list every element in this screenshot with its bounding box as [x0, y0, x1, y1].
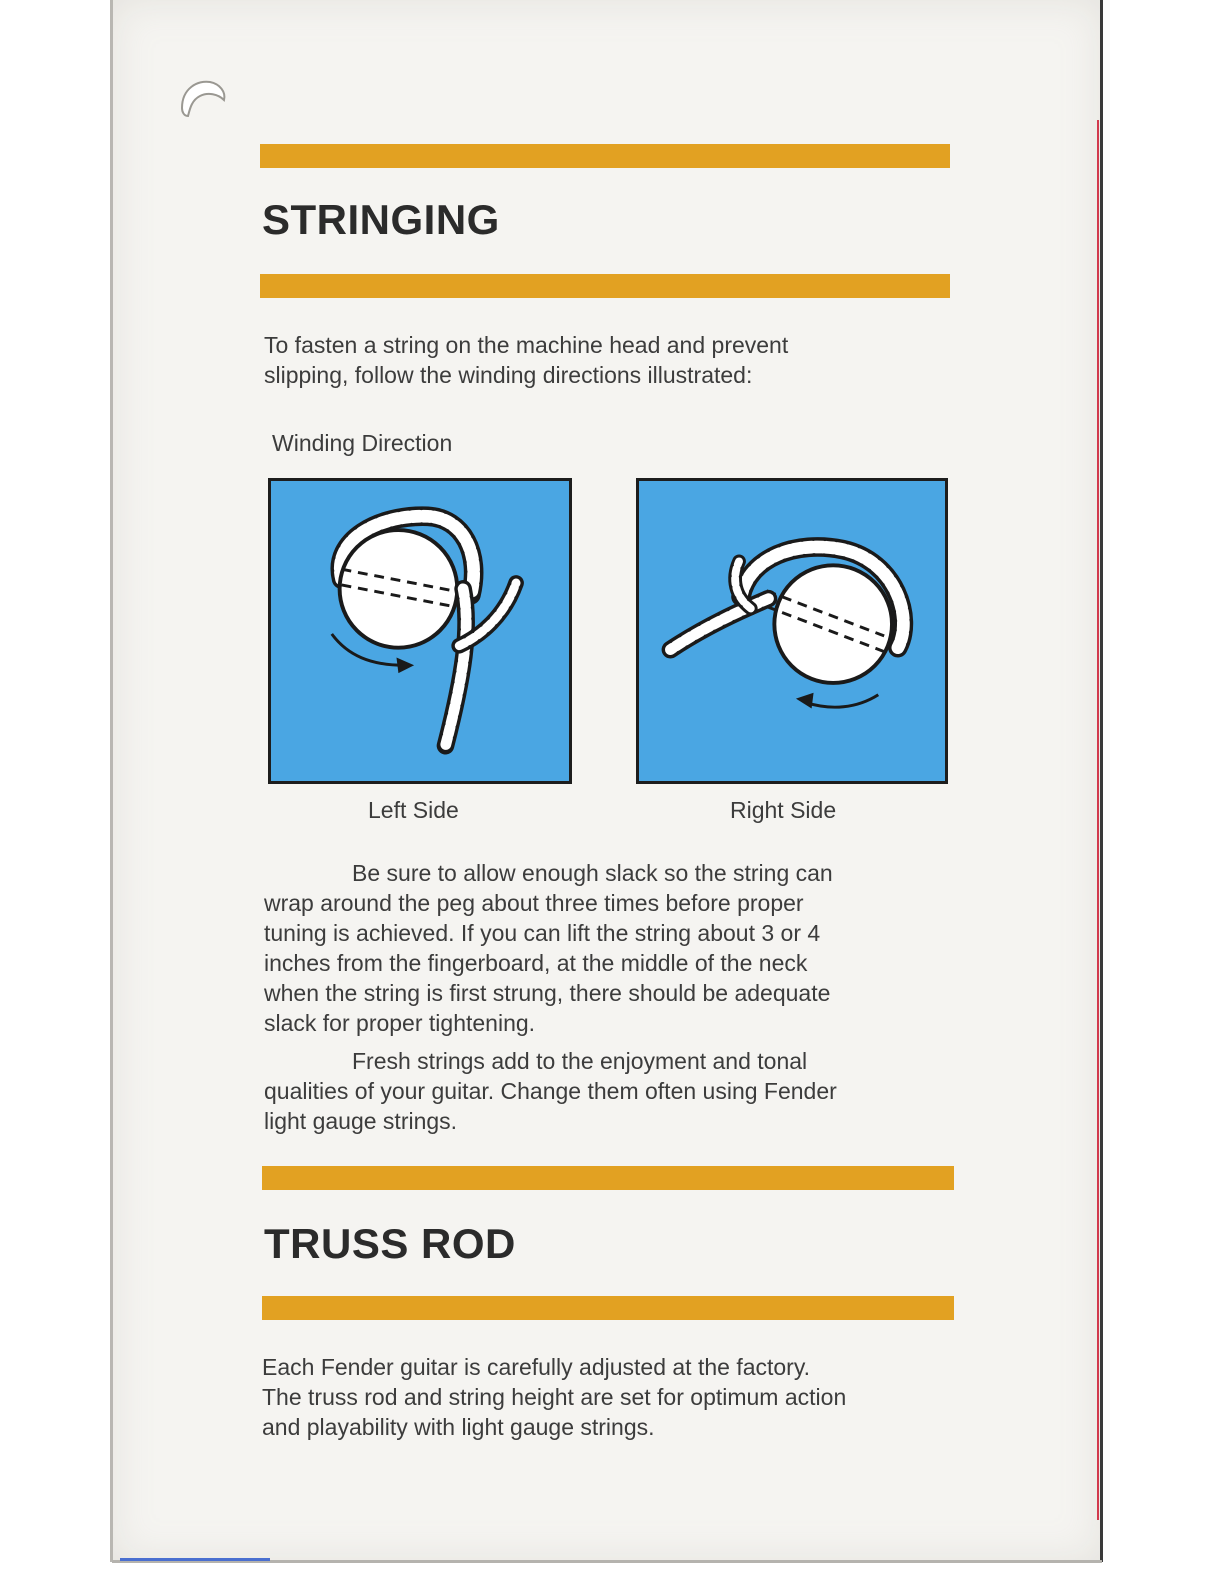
punch-hole-icon	[178, 74, 228, 124]
left-side-diagram	[268, 478, 572, 784]
text-line: light gauge strings.	[264, 1108, 458, 1134]
caption-right-side: Right Side	[730, 797, 837, 823]
text-line: slack for proper tightening.	[264, 1010, 536, 1036]
text-line: tuning is achieved. If you can lift the string about 3 or 4	[264, 920, 821, 946]
accent-bar-under-stringing	[260, 274, 950, 298]
text-line: Fresh strings add to the enjoyment and tonal	[352, 1048, 808, 1074]
stringing-slack-paragraph	[264, 858, 833, 1038]
manual-page	[112, 0, 1102, 1562]
stringing-intro	[264, 330, 788, 390]
page-edge-red-stripe	[1097, 120, 1099, 1520]
page-edge-left	[110, 0, 113, 1562]
page-edge-blue-stripe	[120, 1558, 270, 1561]
text-line: wrap around the peg about three times before proper	[264, 890, 804, 916]
right-side-diagram	[636, 478, 948, 784]
text-line: and playability with light gauge strings.	[262, 1414, 655, 1440]
caption-left-side: Left Side	[368, 797, 459, 823]
stringing-fresh-strings-paragraph	[264, 1046, 837, 1136]
text-line: qualities of your guitar. Change them often using Fender	[264, 1078, 837, 1104]
text-line: inches from the fingerboard, at the middle of the neck	[264, 950, 808, 976]
text-line: The truss rod and string height are set for optimum action	[262, 1384, 847, 1410]
text-line: Be sure to allow enough slack so the string can	[352, 860, 833, 886]
text-line: when the string is first strung, there should be adequate	[264, 980, 831, 1006]
peg-left-winding-icon	[271, 481, 569, 781]
text-line: Each Fender guitar is carefully adjusted at the factory.	[262, 1354, 811, 1380]
winding-direction-label: Winding Direction	[272, 430, 453, 456]
page-edge-right	[1100, 0, 1103, 1562]
section-title-stringing: STRINGING	[262, 196, 500, 243]
accent-bar-under-truss-rod	[262, 1296, 954, 1320]
section-title-truss-rod: TRUSS ROD	[264, 1220, 516, 1267]
accent-bar-top	[260, 144, 950, 168]
accent-bar-above-truss-rod	[262, 1166, 954, 1190]
peg-right-winding-icon	[639, 481, 945, 781]
truss-rod-paragraph	[262, 1352, 846, 1442]
text-line: slipping, follow the winding directions illustrated:	[264, 362, 753, 388]
text-line: To fasten a string on the machine head and prevent	[264, 332, 789, 358]
